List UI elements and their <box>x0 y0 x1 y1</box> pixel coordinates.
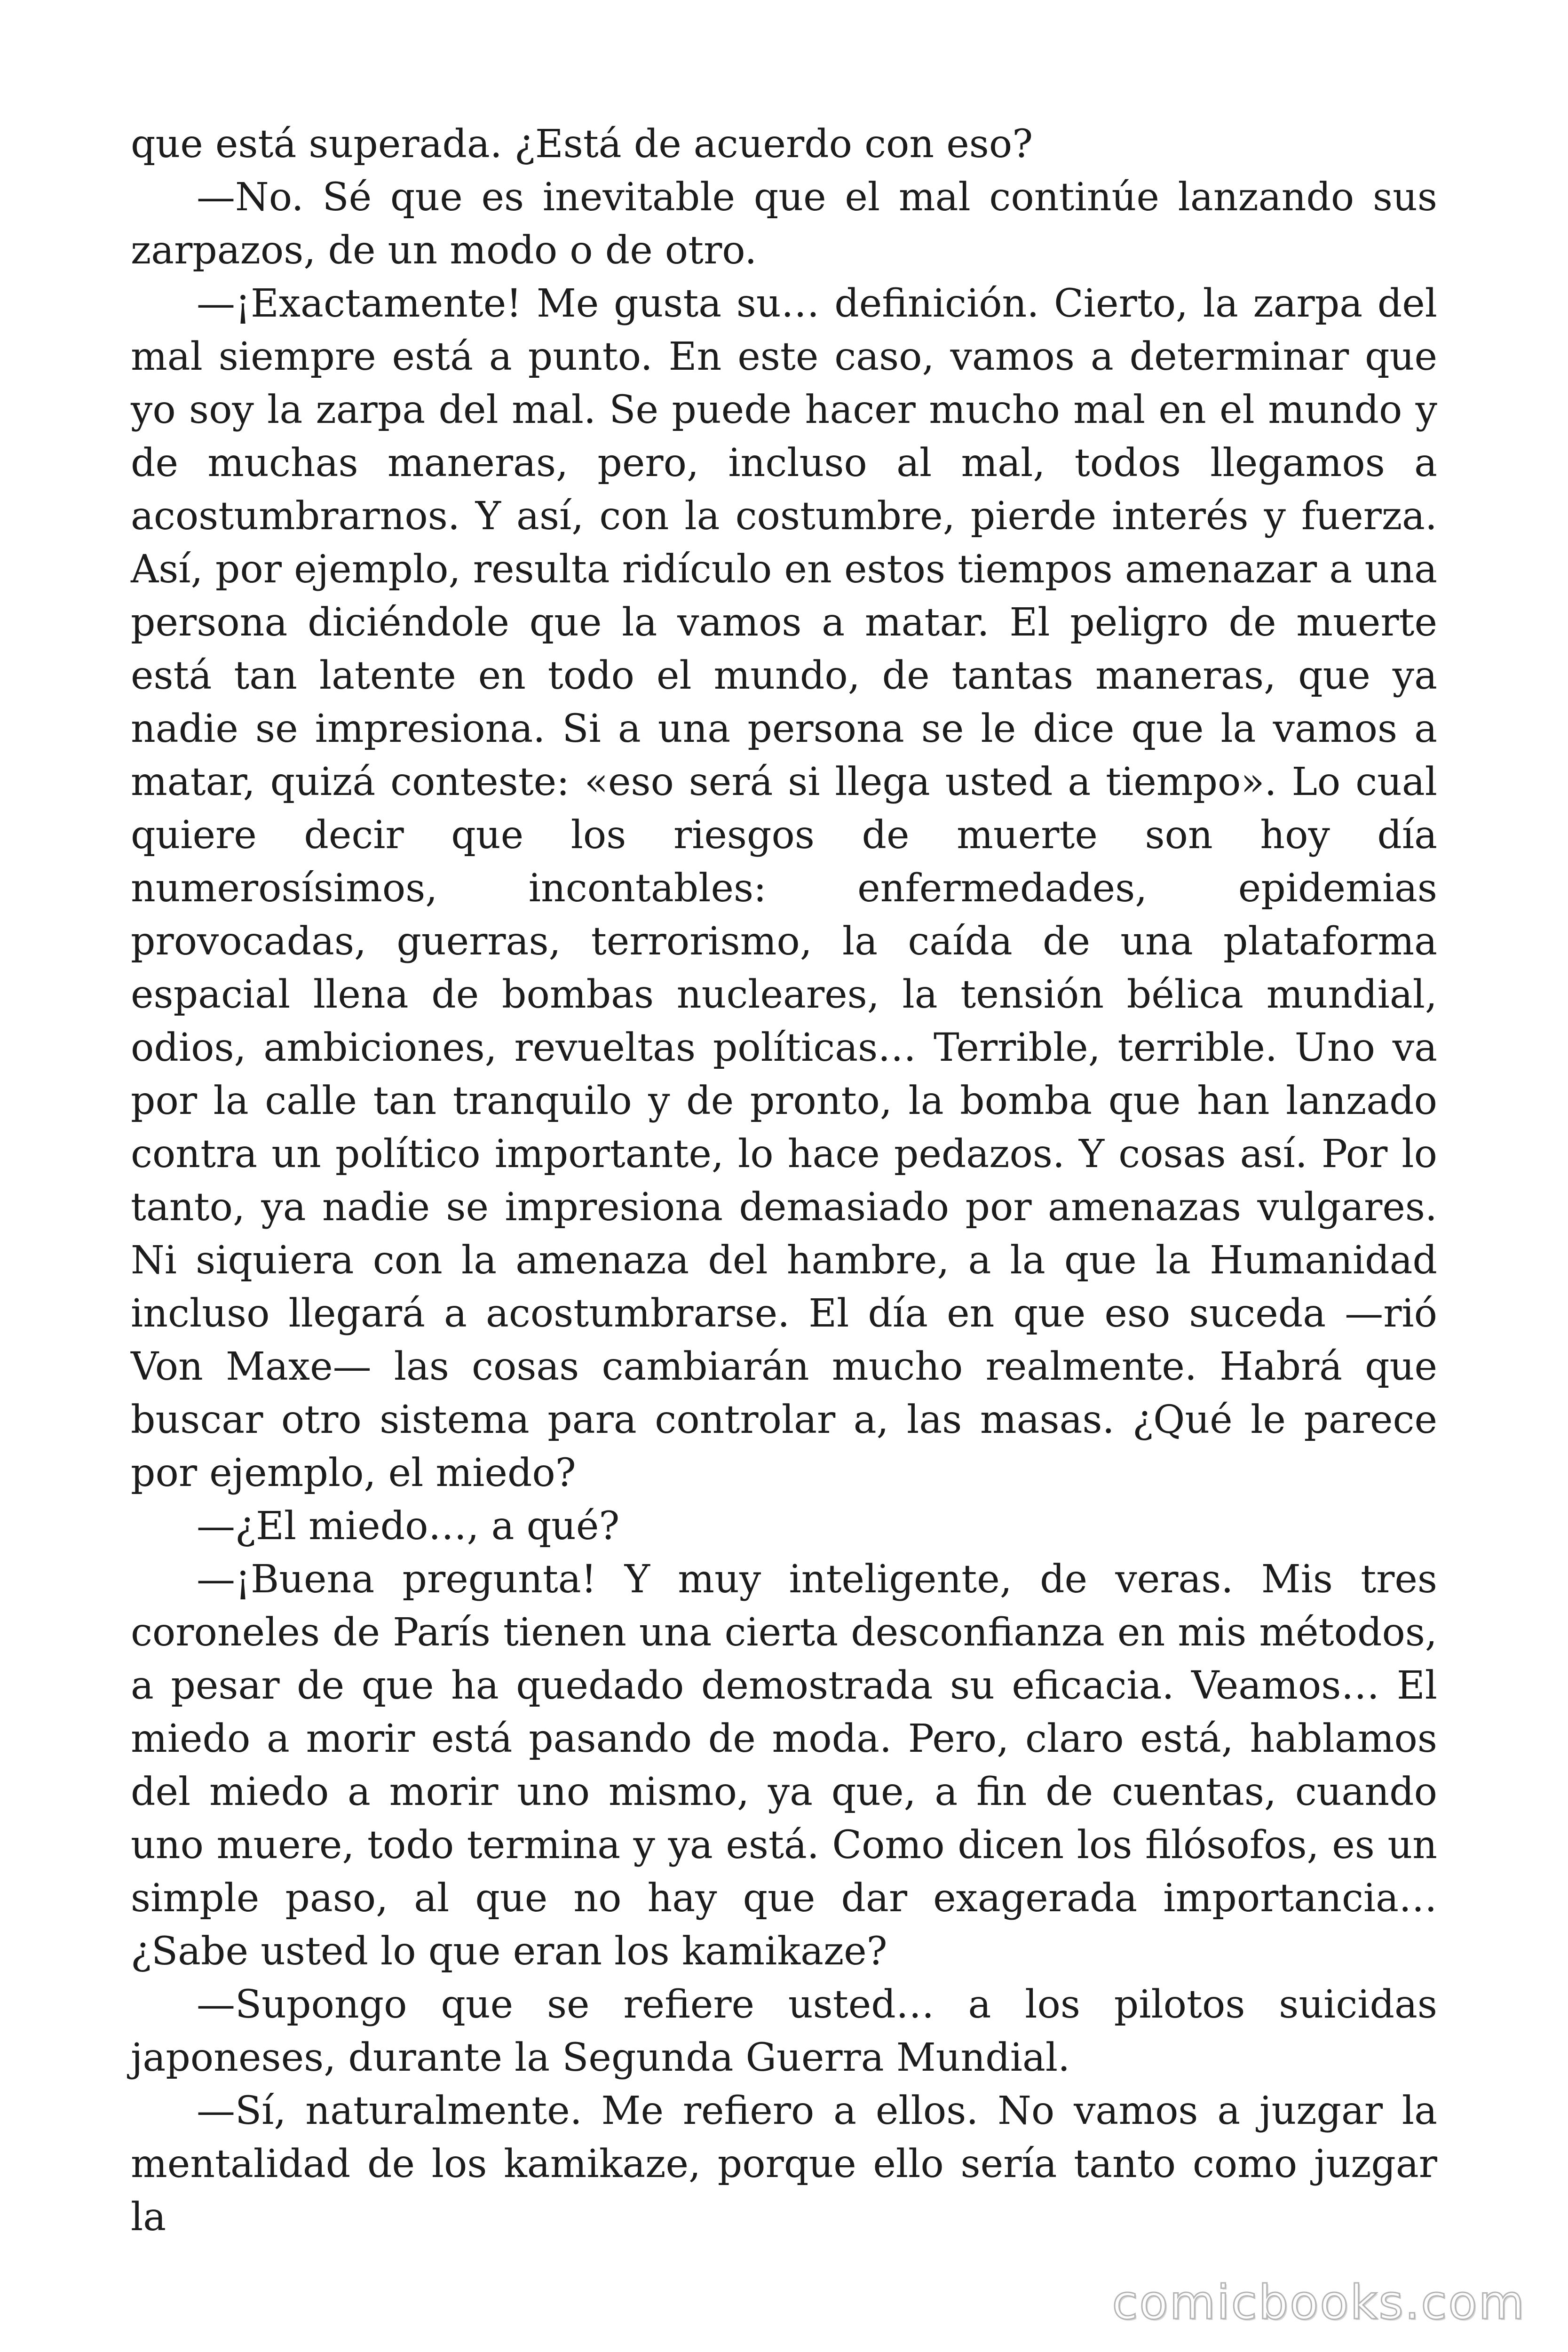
paragraph-3: —¡Exactamente! Me gusta su… definición. Cierto, la zarpa del mal siempre está a punto. En este caso, vamos a determinar que yo soy la zarpa del mal. Se puede hacer mucho mal en el mundo y de muchas maneras, pero, incluso al mal, todos llegamos a acostumbrarnos. Y así, con la costumbre, pierde interés y fuerza. Así, por ejemplo, resulta ridículo en estos tiempos amenazar a una persona diciéndole que la vamos a matar. El peligro de muerte está tan latente en todo el mundo, de tantas maneras, que ya nadie se impresiona. Si a una persona se le dice que la vamos a matar, quizá conteste: «eso será si llega usted a tiempo». Lo cual quiere decir que los riesgos de muerte son hoy día numerosísimos, incontables: enfermedades, epidemias provocadas, guerras, terrorismo, la caída de una plataforma espacial llena de bombas nucleares, la tensión bélica mundial, odios, ambiciones, revueltas políticas… Terrible, terrible. Uno va por la calle tan tranquilo y de pronto, la bomba que han lanzado contra un político importante, lo hace pedazos. Y cosas así. Por lo tanto, ya nadie se impresiona demasiado por amenazas vulgares. Ni siquiera con la amenaza del hambre, a la que la Humanidad incluso llegará a acostumbrarse. El día en que eso suceda —rió Von Maxe— las cosas cambiarán mucho realmente. Habrá que buscar otro sistema para controlar a, las masas. ¿Qué le parece por ejemplo, el miedo? <box>131 281 1437 1495</box>
paragraph-4: —¿El miedo…, a qué? <box>197 1504 620 1549</box>
paragraph-5: —¡Buena pregunta! Y muy inteligente, de veras. Mis tres coroneles de París tienen una cierta desconfianza en mis métodos, a pesar de que ha quedado demostrada su eficacia. Veamos… El miedo a morir está pasando de moda. Pero, claro está, hablamos del miedo a morir uno mismo, ya que, a fin de cuentas, cuando uno muere, todo termina y ya está. Como dicen los filósofos, es un simple paso, al que no hay que dar exagerada importancia… ¿Sabe usted lo que eran los kamikaze? <box>131 1557 1437 1974</box>
paragraph-7: —Sí, naturalmente. Me refiero a ellos. No vamos a juzgar la mentalidad de los kamikaze, porque ello sería tanto como juzgar la <box>131 2089 1437 2240</box>
watermark-logo: comicbooks.com <box>1112 2275 1526 2330</box>
paragraph-6: —Supongo que se refiere usted… a los pilotos suicidas japoneses, durante la Segunda Guerra Mundial. <box>131 1982 1437 2080</box>
body-text <box>131 118 1437 2244</box>
paragraph-1: que está superada. ¿Está de acuerdo con eso? <box>131 122 1033 167</box>
paragraph-2: —No. Sé que es inevitable que el mal continúe lanzando sus zarpazos, de un modo o de otro. <box>131 175 1437 273</box>
